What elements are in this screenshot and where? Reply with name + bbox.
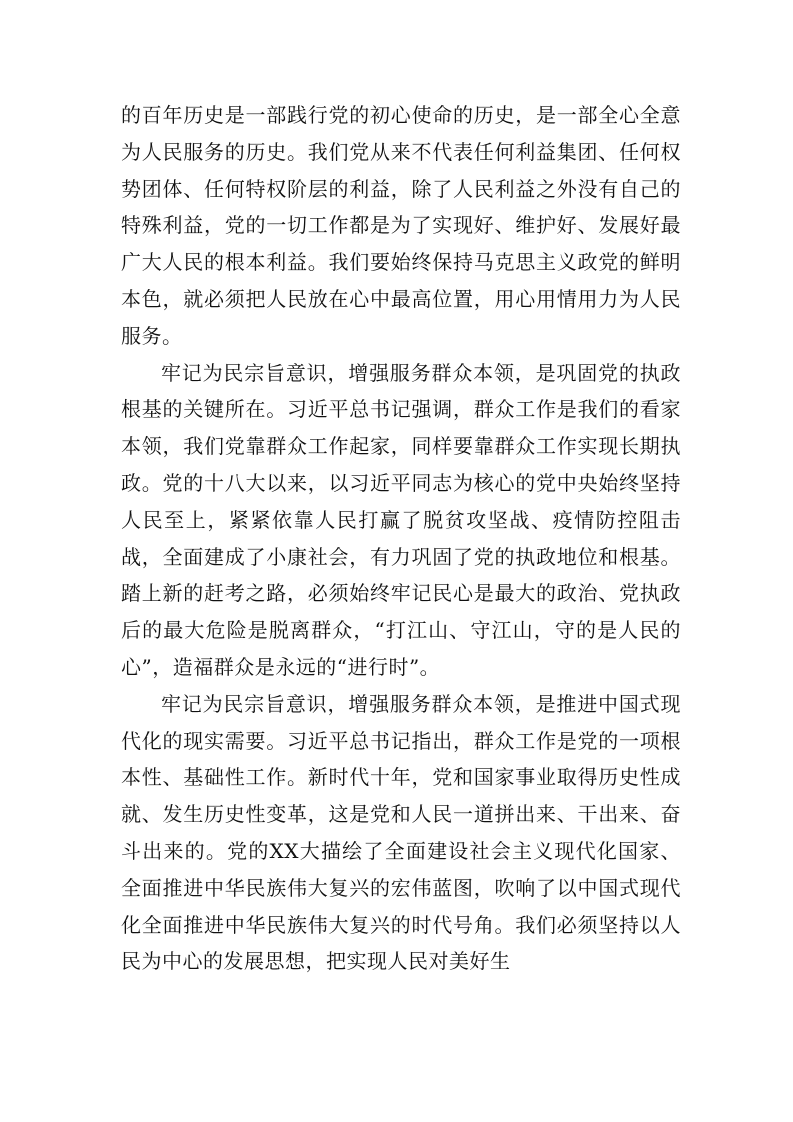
document-body <box>121 97 681 980</box>
paragraph-modernization-need: 牢记为民宗旨意识，增强服务群众本领，是推进中国式现代化的现实需要。习近平总书记指出，群众工作是党的一项根本性、基础性工作。新时代十年，党和国家事业取得历史性成就、发生历史性变革，这是党和人民一道拼出来、干出来、奋斗出来的。党的XX大描绘了全面建设社会主义现代化国家、全面推进中华民族伟大复兴的宏伟蓝图，吹响了以中国式现代化全面推进中华民族伟大复兴的时代号角。我们必须坚持以人民为中心的发展思想，把实现人民对美好生 <box>121 691 681 974</box>
paragraph-governance-foundation: 牢记为民宗旨意识，增强服务群众本领，是巩固党的执政根基的关键所在。习近平总书记强调，群众工作是我们的看家本领，我们党靠群众工作起家，同样要靠群众工作实现长期执政。党的十八大以来，以习近平同志为核心的党中央始终坚持人民至上，紧紧依靠人民打赢了脱贫攻坚战、疫情防控阻击战，全面建成了小康社会，有力巩固了党的执政地位和根基。踏上新的赶考之路，必须始终牢记民心是最大的政治、党执政后的最大危险是脱离群众，“打江山、守江山，守的是人民的心”，造福群众是永远的“进行时”。 <box>121 360 681 679</box>
paragraph-continued: 的百年历史是一部践行党的初心使命的历史，是一部全心全意为人民服务的历史。我们党从来不代表任何利益集团、任何权势团体、任何特权阶层的利益，除了人民利益之外没有自己的特殊利益，党的一切工作都是为了实现好、维护好、发展好最广大人民的根本利益。我们要始终保持马克思主义政党的鲜明本色，就必须把人民放在心中最高位置，用心用情用力为人民服务。 <box>121 103 681 348</box>
